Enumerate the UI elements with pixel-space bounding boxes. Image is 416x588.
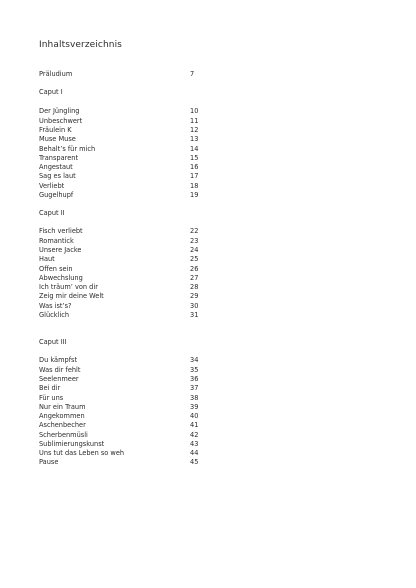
toc-entry-page: 29 bbox=[190, 292, 199, 300]
toc-entry-page: 43 bbox=[190, 439, 199, 448]
toc-entry-page: 18 bbox=[190, 181, 199, 190]
toc-entry[interactable] bbox=[39, 365, 201, 375]
toc-entry-page: 25 bbox=[190, 255, 199, 263]
toc-entry-label: Pause bbox=[39, 458, 59, 466]
toc-entry-label: Scherbenmüsli bbox=[39, 430, 88, 439]
toc-entry-page: 45 bbox=[190, 458, 199, 466]
toc-entry-label: Du kämpfst bbox=[39, 356, 78, 364]
toc-entry-page: 13 bbox=[190, 135, 199, 143]
page-title: Inhaltsverzeichnis bbox=[39, 40, 122, 50]
toc-entry-label: Ich träum’ von dir bbox=[39, 283, 98, 291]
toc-entry-label: Was ist’s? bbox=[39, 301, 72, 310]
toc-entry-label: Für uns bbox=[39, 393, 64, 402]
toc-entry-page: 42 bbox=[190, 430, 199, 439]
toc-entry-page: 38 bbox=[190, 393, 199, 402]
toc-entry[interactable] bbox=[39, 383, 201, 393]
toc-entry[interactable] bbox=[39, 106, 201, 116]
chapter-heading-1: Caput I bbox=[39, 88, 63, 96]
toc-entry[interactable] bbox=[39, 310, 201, 320]
toc-entry[interactable] bbox=[39, 402, 201, 412]
toc-entry[interactable] bbox=[39, 236, 201, 246]
toc-entry-prelude[interactable] bbox=[39, 69, 201, 79]
toc-entry-page: 16 bbox=[190, 163, 199, 171]
toc-entry-label: Unbeschwert bbox=[39, 116, 83, 125]
toc-entry-page: 41 bbox=[190, 421, 199, 429]
toc-entry-page: 15 bbox=[190, 153, 199, 162]
toc-entry-label: Sublimierungskunst bbox=[39, 439, 105, 448]
toc-entry-page: 36 bbox=[190, 375, 199, 383]
toc-entry-label: Fräulein K bbox=[39, 126, 72, 134]
toc-entry-label: Zeig mir deine Welt bbox=[39, 292, 104, 300]
toc-entry[interactable] bbox=[39, 420, 201, 430]
toc-entry-label: Gugelhupf bbox=[39, 190, 74, 199]
toc-entry-page: 19 bbox=[190, 190, 199, 199]
toc-entry-label: Fisch verliebt bbox=[39, 227, 83, 235]
toc-entry[interactable] bbox=[39, 190, 201, 200]
chapter-heading-2: Caput II bbox=[39, 209, 65, 217]
toc-entry-label: Bei dir bbox=[39, 384, 61, 392]
toc-entry[interactable] bbox=[39, 254, 201, 264]
toc-entry-page: 7 bbox=[190, 70, 195, 78]
toc-entry-label: Glücklich bbox=[39, 310, 70, 319]
toc-entry-label: Verliebt bbox=[39, 181, 65, 190]
toc-entry-page: 23 bbox=[190, 236, 199, 245]
toc-entry[interactable] bbox=[39, 457, 201, 467]
toc-entry-label: Angestaut bbox=[39, 163, 73, 171]
toc-entry-label: Abwechslung bbox=[39, 273, 83, 282]
toc-entry-page: 27 bbox=[190, 273, 199, 282]
toc-entry-label: Uns tut das Leben so weh bbox=[39, 449, 125, 457]
toc-entry-page: 24 bbox=[190, 246, 199, 254]
toc-entry[interactable] bbox=[39, 226, 201, 236]
toc-entry-label: Angekommen bbox=[39, 412, 85, 420]
toc-entry[interactable] bbox=[39, 116, 201, 126]
toc-entry-label: Nur ein Traum bbox=[39, 402, 86, 411]
toc-entry-label: Seelenmeer bbox=[39, 375, 79, 383]
toc-entry-label: Unsere Jacke bbox=[39, 246, 82, 254]
toc-entry[interactable] bbox=[39, 291, 201, 301]
chapter-heading-3: Caput III bbox=[39, 338, 67, 346]
toc-entry[interactable] bbox=[39, 171, 201, 181]
toc-entry-page: 31 bbox=[190, 310, 199, 319]
toc-entry-label: Der Jüngling bbox=[39, 107, 80, 115]
toc-entry-page: 11 bbox=[190, 116, 199, 125]
toc-entry-page: 28 bbox=[190, 283, 199, 291]
toc-entry-page: 35 bbox=[190, 365, 199, 374]
toc-entry[interactable] bbox=[39, 134, 201, 144]
toc-entry[interactable] bbox=[39, 439, 201, 449]
toc-entry-label: Behalt’s für mich bbox=[39, 144, 96, 153]
toc-entry-page: 26 bbox=[190, 264, 199, 273]
toc-entry-label: Muse Muse bbox=[39, 135, 76, 143]
toc-entry-label: Sag es laut bbox=[39, 172, 76, 180]
toc-entry[interactable] bbox=[39, 355, 201, 365]
toc-entry[interactable] bbox=[39, 153, 201, 163]
toc-entry-label: Offen sein bbox=[39, 264, 73, 273]
toc-entry-page: 22 bbox=[190, 227, 199, 235]
toc-entry-page: 44 bbox=[190, 449, 199, 457]
toc-entry-page: 17 bbox=[190, 172, 199, 180]
toc-entry-page: 34 bbox=[190, 356, 199, 364]
toc-entry[interactable] bbox=[39, 273, 201, 283]
toc-entry-label: Aschenbecher bbox=[39, 421, 86, 429]
toc-entry-page: 39 bbox=[190, 402, 199, 411]
toc-entry-label: Transparent bbox=[39, 153, 79, 162]
toc-entry-label: Haut bbox=[39, 255, 55, 263]
toc-entry-page: 37 bbox=[190, 384, 199, 392]
toc-entry-page: 10 bbox=[190, 107, 199, 115]
toc-entry-page: 40 bbox=[190, 412, 199, 420]
toc-entry-page: 30 bbox=[190, 301, 199, 310]
toc-entry-page: 14 bbox=[190, 144, 199, 153]
toc-entry-page: 12 bbox=[190, 126, 199, 134]
toc-entry-label: Romantick bbox=[39, 236, 74, 245]
toc-entry-label: Präludium bbox=[39, 70, 73, 78]
toc-entry-label: Was dir fehlt bbox=[39, 365, 81, 374]
